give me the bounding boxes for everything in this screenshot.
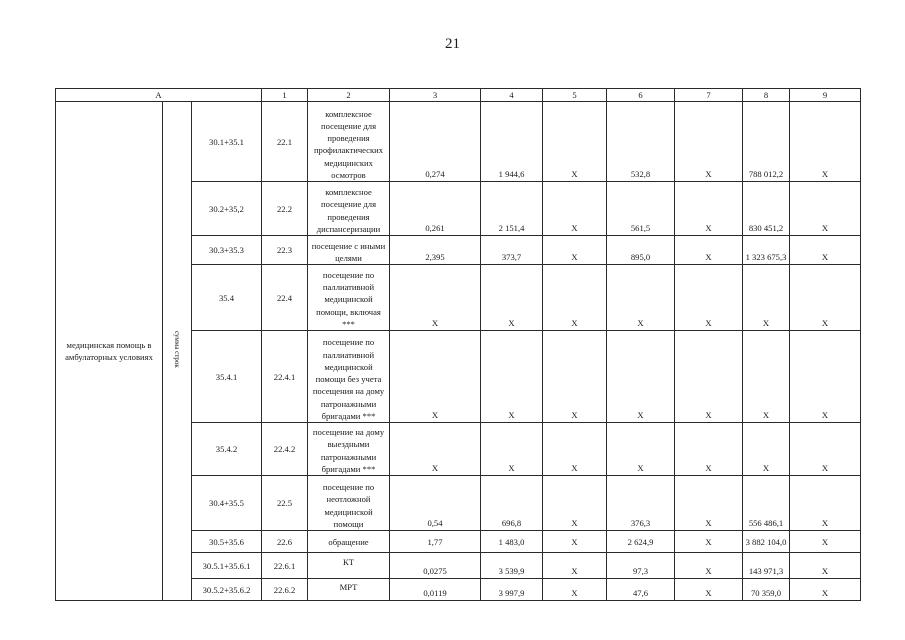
cell-value: Х [675,579,743,601]
cell-line-number: 22.2 [262,182,308,236]
cell-value: 3 539,9 [481,553,543,579]
cell-line-number: 22.3 [262,236,308,265]
cell-service-name: комплексное посещение для проведения диспансеризации [308,182,390,236]
cell-line-number: 22.4.2 [262,423,308,476]
cell-value: Х [543,531,607,553]
header-cell-2: 2 [308,89,390,102]
cell-value: Х [743,331,790,423]
cell-value: Х [675,182,743,236]
cell-service-name: комплексное посещение для проведения профилактических медицинских осмотров [308,102,390,182]
cell-code: 30.5+35.6 [192,531,262,553]
cell-value: Х [790,423,861,476]
cell-value: 3 882 104,0 [743,531,790,553]
cell-service-name: посещение по паллиативной медицинской помощи без учета посещения на дому патронажными бригадами *** [308,331,390,423]
header-cell-4: 4 [481,89,543,102]
cell-value: 0,274 [390,102,481,182]
cell-value: Х [790,476,861,531]
header-cell-a: А [56,89,262,102]
cell-value: 3 997,9 [481,579,543,601]
cell-line-number: 22.1 [262,102,308,182]
cell-line-number: 22.6.2 [262,579,308,601]
cell-value: Х [543,265,607,331]
cell-value: Х [390,265,481,331]
header-cell-6: 6 [607,89,675,102]
cell-value: 2 624,9 [607,531,675,553]
cell-code: 30.1+35.1 [192,102,262,182]
cell-value: Х [675,476,743,531]
cell-value: Х [543,579,607,601]
cell-value: 0,54 [390,476,481,531]
cell-code: 30.3+35.3 [192,236,262,265]
cell-value: Х [790,579,861,601]
cell-service-name: обращение [308,531,390,553]
cell-value: 1 483,0 [481,531,543,553]
cell-value: Х [790,102,861,182]
cell-value: 1 944,6 [481,102,543,182]
cell-value: Х [790,531,861,553]
header-cell-7: 7 [675,89,743,102]
cell-value: Х [790,182,861,236]
cell-line-number: 22.6 [262,531,308,553]
cell-value: Х [675,531,743,553]
cell-value: 696,8 [481,476,543,531]
cell-value: Х [481,423,543,476]
cell-value: 556 486,1 [743,476,790,531]
cell-value: Х [607,265,675,331]
cell-value: 532,8 [607,102,675,182]
cell-value: 70 359,0 [743,579,790,601]
sum-label: сумма строк [163,102,192,601]
cell-value: Х [790,265,861,331]
cell-service-name: посещение по паллиативной медицинской помощи, включая *** [308,265,390,331]
cell-value: Х [390,423,481,476]
header-row [56,89,861,102]
cell-value: Х [543,553,607,579]
header-cell-5: 5 [543,89,607,102]
page-number: 21 [445,36,460,52]
cell-service-name: КТ [308,553,390,579]
cell-service-name: МРТ [308,579,390,601]
cell-value: Х [675,331,743,423]
cell-value: Х [543,476,607,531]
cell-value: 373,7 [481,236,543,265]
cell-value: Х [543,102,607,182]
cell-code: 30.5.1+35.6.1 [192,553,262,579]
cell-value: 788 012,2 [743,102,790,182]
cell-value: Х [743,265,790,331]
cell-line-number: 22.5 [262,476,308,531]
cell-value: Х [743,423,790,476]
cell-value: Х [543,331,607,423]
cell-value: 1 323 675,3 [743,236,790,265]
cell-code: 35.4 [192,265,262,331]
cell-value: 143 971,3 [743,553,790,579]
cell-value: 1,77 [390,531,481,553]
cell-service-name: посещение по неотложной медицинской помощи [308,476,390,531]
header-cell-8: 8 [743,89,790,102]
cell-value: Х [390,331,481,423]
section-label: медицинская помощь в амбулаторных условиях [56,102,163,601]
cell-service-name: посещение с иными целями [308,236,390,265]
cell-value: Х [675,236,743,265]
table-row [56,102,861,182]
cell-line-number: 22.4.1 [262,331,308,423]
cell-value: Х [481,265,543,331]
cell-value: 47,6 [607,579,675,601]
header-cell-3: 3 [390,89,481,102]
cell-value: Х [543,236,607,265]
cell-value: Х [790,553,861,579]
cell-value: 2,395 [390,236,481,265]
cell-code: 35.4.1 [192,331,262,423]
cell-value: Х [607,331,675,423]
header-cell-1: 1 [262,89,308,102]
cell-value: 376,3 [607,476,675,531]
cell-value: 0,0275 [390,553,481,579]
data-table [55,88,861,601]
cell-service-name: посещение на дому выездными патронажными бригадами *** [308,423,390,476]
cell-value: 97,3 [607,553,675,579]
cell-code: 35.4.2 [192,423,262,476]
cell-value: Х [790,331,861,423]
cell-value: 895,0 [607,236,675,265]
cell-value: Х [790,236,861,265]
cell-value: Х [543,423,607,476]
cell-line-number: 22.6.1 [262,553,308,579]
cell-code: 30.2+35,2 [192,182,262,236]
cell-code: 30.5.2+35.6.2 [192,579,262,601]
cell-value: Х [675,423,743,476]
cell-value: 0,0119 [390,579,481,601]
cell-value: Х [675,553,743,579]
cell-value: Х [543,182,607,236]
cell-value: Х [481,331,543,423]
cell-code: 30.4+35.5 [192,476,262,531]
cell-value: Х [675,102,743,182]
cell-value: 0,261 [390,182,481,236]
cell-value: Х [675,265,743,331]
cell-value: 561,5 [607,182,675,236]
cell-value: 830 451,2 [743,182,790,236]
header-cell-9: 9 [790,89,861,102]
cell-value: Х [607,423,675,476]
cell-value: 2 151,4 [481,182,543,236]
cell-line-number: 22.4 [262,265,308,331]
